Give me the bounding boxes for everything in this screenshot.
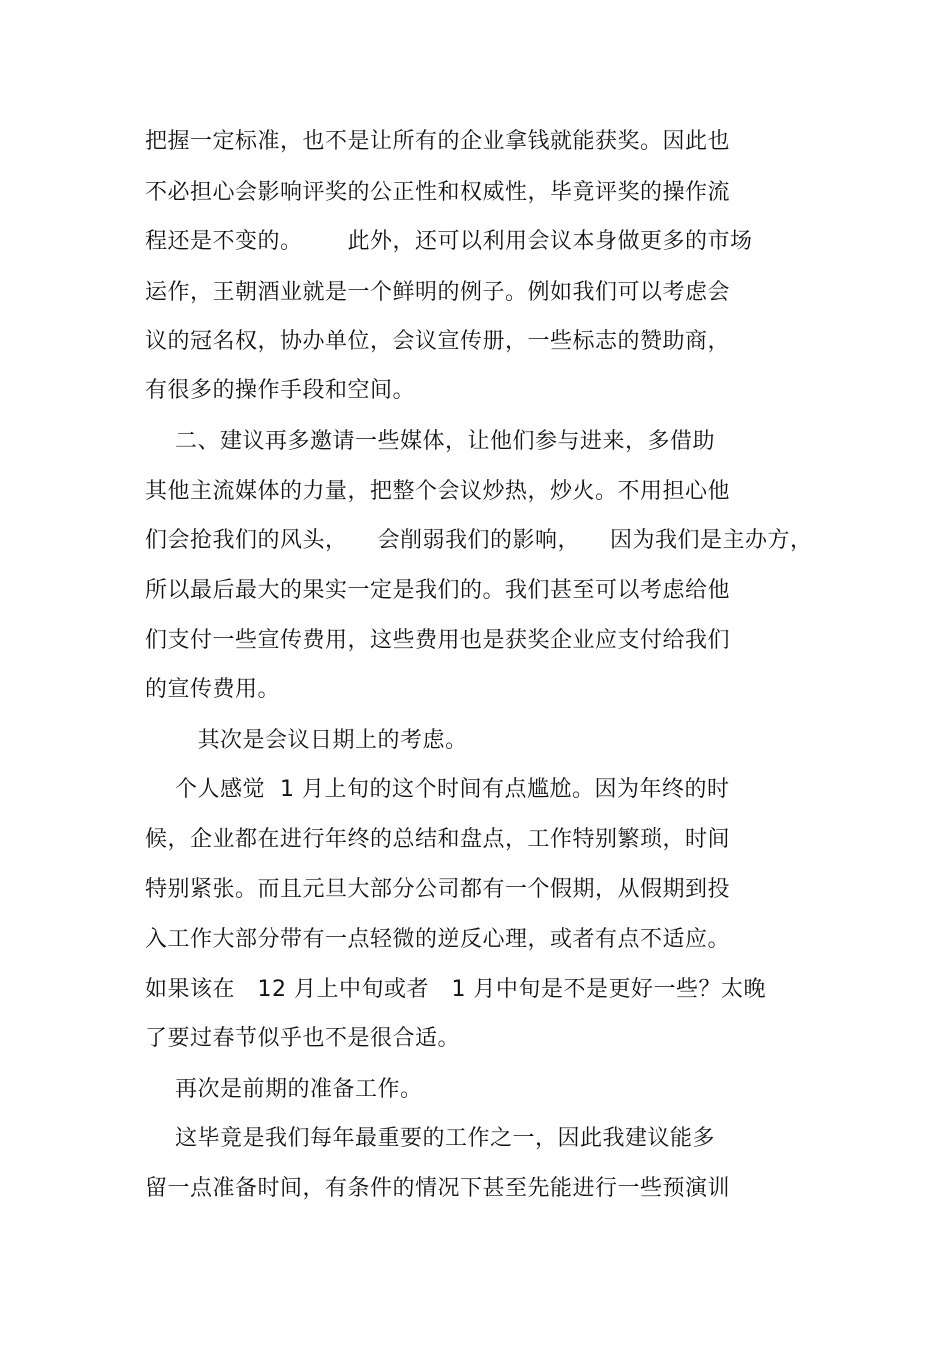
- text-line-19: 了要过春节似乎也不是很合适。: [145, 1026, 461, 1051]
- text-line-15: 候，企业都在进行年终的总结和盘点，工作特别繁琐，时间: [145, 827, 731, 852]
- text-line-1: 把握一定标准，也不是让所有的企业拿钱就能获奖。因此也: [145, 129, 731, 154]
- text-line-2: 不必担心会影响评奖的公正性和权威性，毕竟评奖的操作流: [145, 180, 731, 205]
- text-line-21: 这毕竟是我们每年最重要的工作之一，因此我建议能多: [145, 1126, 715, 1151]
- text-line-16: 特别紧张。而且元旦大部分公司都有一个假期，从假期到投: [145, 877, 731, 902]
- text-line-8: 其他主流媒体的力量，把整个会议炒热，炒火。不用担心他: [145, 479, 731, 504]
- text-line-3: 程还是不变的。 此外，还可以利用会议本身做更多的市场: [145, 229, 753, 254]
- text-line-11: 们支付一些宣传费用，这些费用也是获奖企业应支付给我们: [145, 628, 731, 653]
- text-line-14: 个人感觉 1 月上旬的这个时间有点尴尬。因为年终的时: [145, 777, 730, 802]
- text-line-5: 议的冠名权，协办单位，会议宣传册，一些标志的赞助商，: [145, 329, 731, 354]
- text-line-10: 所以最后最大的果实一定是我们的。我们甚至可以考虑给他: [145, 578, 731, 603]
- text-line-12: 的宣传费用。: [145, 677, 281, 702]
- text-line-20: 再次是前期的准备工作。: [145, 1077, 423, 1102]
- text-line-6: 有很多的操作手段和空间。: [145, 378, 416, 403]
- text-line-22: 留一点准备时间，有条件的情况下甚至先能进行一些预演训: [145, 1176, 731, 1201]
- text-line-7: 二、建议再多邀请一些媒体，让他们参与进来，多借助: [145, 429, 715, 454]
- text-line-13: 其次是会议日期上的考虑。: [145, 728, 468, 753]
- text-line-9: 们会抢我们的风头， 会削弱我们的影响， 因为我们是主办方，: [145, 528, 813, 553]
- text-line-18: 如果该在 12 月上中旬或者 1 月中旬是不是更好一些？太晚: [145, 977, 766, 1002]
- text-line-4: 运作，王朝酒业就是一个鲜明的例子。例如我们可以考虑会: [145, 280, 731, 305]
- text-line-17: 入工作大部分带有一点轻微的逆反心理，或者有点不适应。: [145, 927, 731, 952]
